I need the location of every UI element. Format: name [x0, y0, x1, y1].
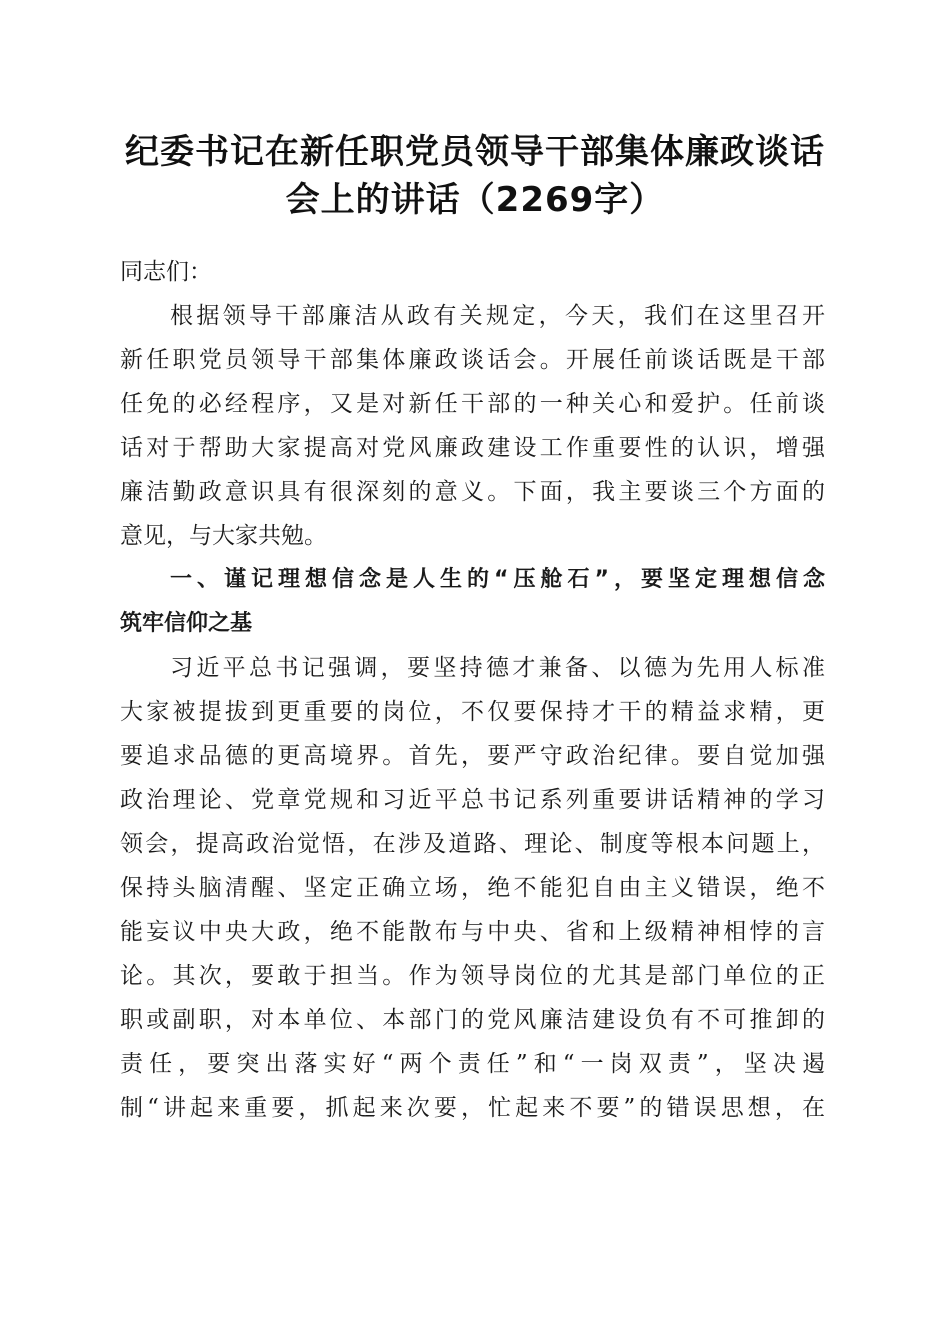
document-title	[100, 128, 850, 224]
title-line-1: 纪委书记在新任职党员领导干部集体廉政谈话	[125, 132, 825, 172]
heading-line: 筑牢信仰之基	[120, 611, 253, 636]
paragraph-line: 能妄议中央大政，绝不能散布与中央、省和上级精神相悖的言	[120, 919, 825, 945]
paragraph-line: 大家被提拔到更重要的岗位，不仅要保持才干的精益求精，更	[120, 699, 825, 725]
paragraph-line: 责任，要突出落实好“两个责任”和“一岗双责”，坚决遏	[120, 1051, 825, 1077]
greeting: 同志们：	[120, 259, 212, 285]
paragraph-line: 任免的必经程序，又是对新任干部的一种关心和爱护。任前谈	[120, 391, 825, 417]
heading-line: 一、谨记理想信念是人生的“压舱石”，要坚定理想信念	[170, 567, 825, 592]
paragraph-line: 论。其次，要敢于担当。作为领导岗位的尤其是部门单位的正	[120, 963, 825, 989]
paragraph-line: 新任职党员领导干部集体廉政谈话会。开展任前谈话既是干部	[120, 347, 825, 373]
paragraph-line: 保持头脑清醒、坚定正确立场，绝不能犯自由主义错误，绝不	[120, 875, 825, 901]
paragraph-line: 习近平总书记强调，要坚持德才兼备、以德为先用人标准	[170, 655, 825, 681]
paragraph-line: 根据领导干部廉洁从政有关规定，今天，我们在这里召开	[170, 303, 825, 329]
document-body	[120, 250, 825, 1130]
paragraph-line: 意见，与大家共勉。	[120, 523, 327, 549]
paragraph-section-1	[120, 646, 825, 1130]
title-line-2: 会上的讲话（2269字）	[285, 180, 665, 220]
paragraph-line: 廉洁勤政意识具有很深刻的意义。下面，我主要谈三个方面的	[120, 479, 825, 505]
paragraph-intro	[120, 294, 825, 558]
paragraph-line: 领会，提高政治觉悟，在涉及道路、理论、制度等根本问题上，	[120, 831, 825, 857]
section-heading-1	[120, 558, 825, 646]
paragraph-line: 职或副职，对本单位、本部门的党风廉洁建设负有不可推卸的	[120, 1007, 825, 1033]
paragraph-line: 要追求品德的更高境界。首先，要严守政治纪律。要自觉加强	[120, 743, 825, 769]
paragraph-line: 制“讲起来重要，抓起来次要，忙起来不要”的错误思想，在	[120, 1095, 825, 1121]
paragraph-line: 话对于帮助大家提高对党风廉政建设工作重要性的认识，增强	[120, 435, 825, 461]
paragraph-line: 政治理论、党章党规和习近平总书记系列重要讲话精神的学习	[120, 787, 825, 813]
